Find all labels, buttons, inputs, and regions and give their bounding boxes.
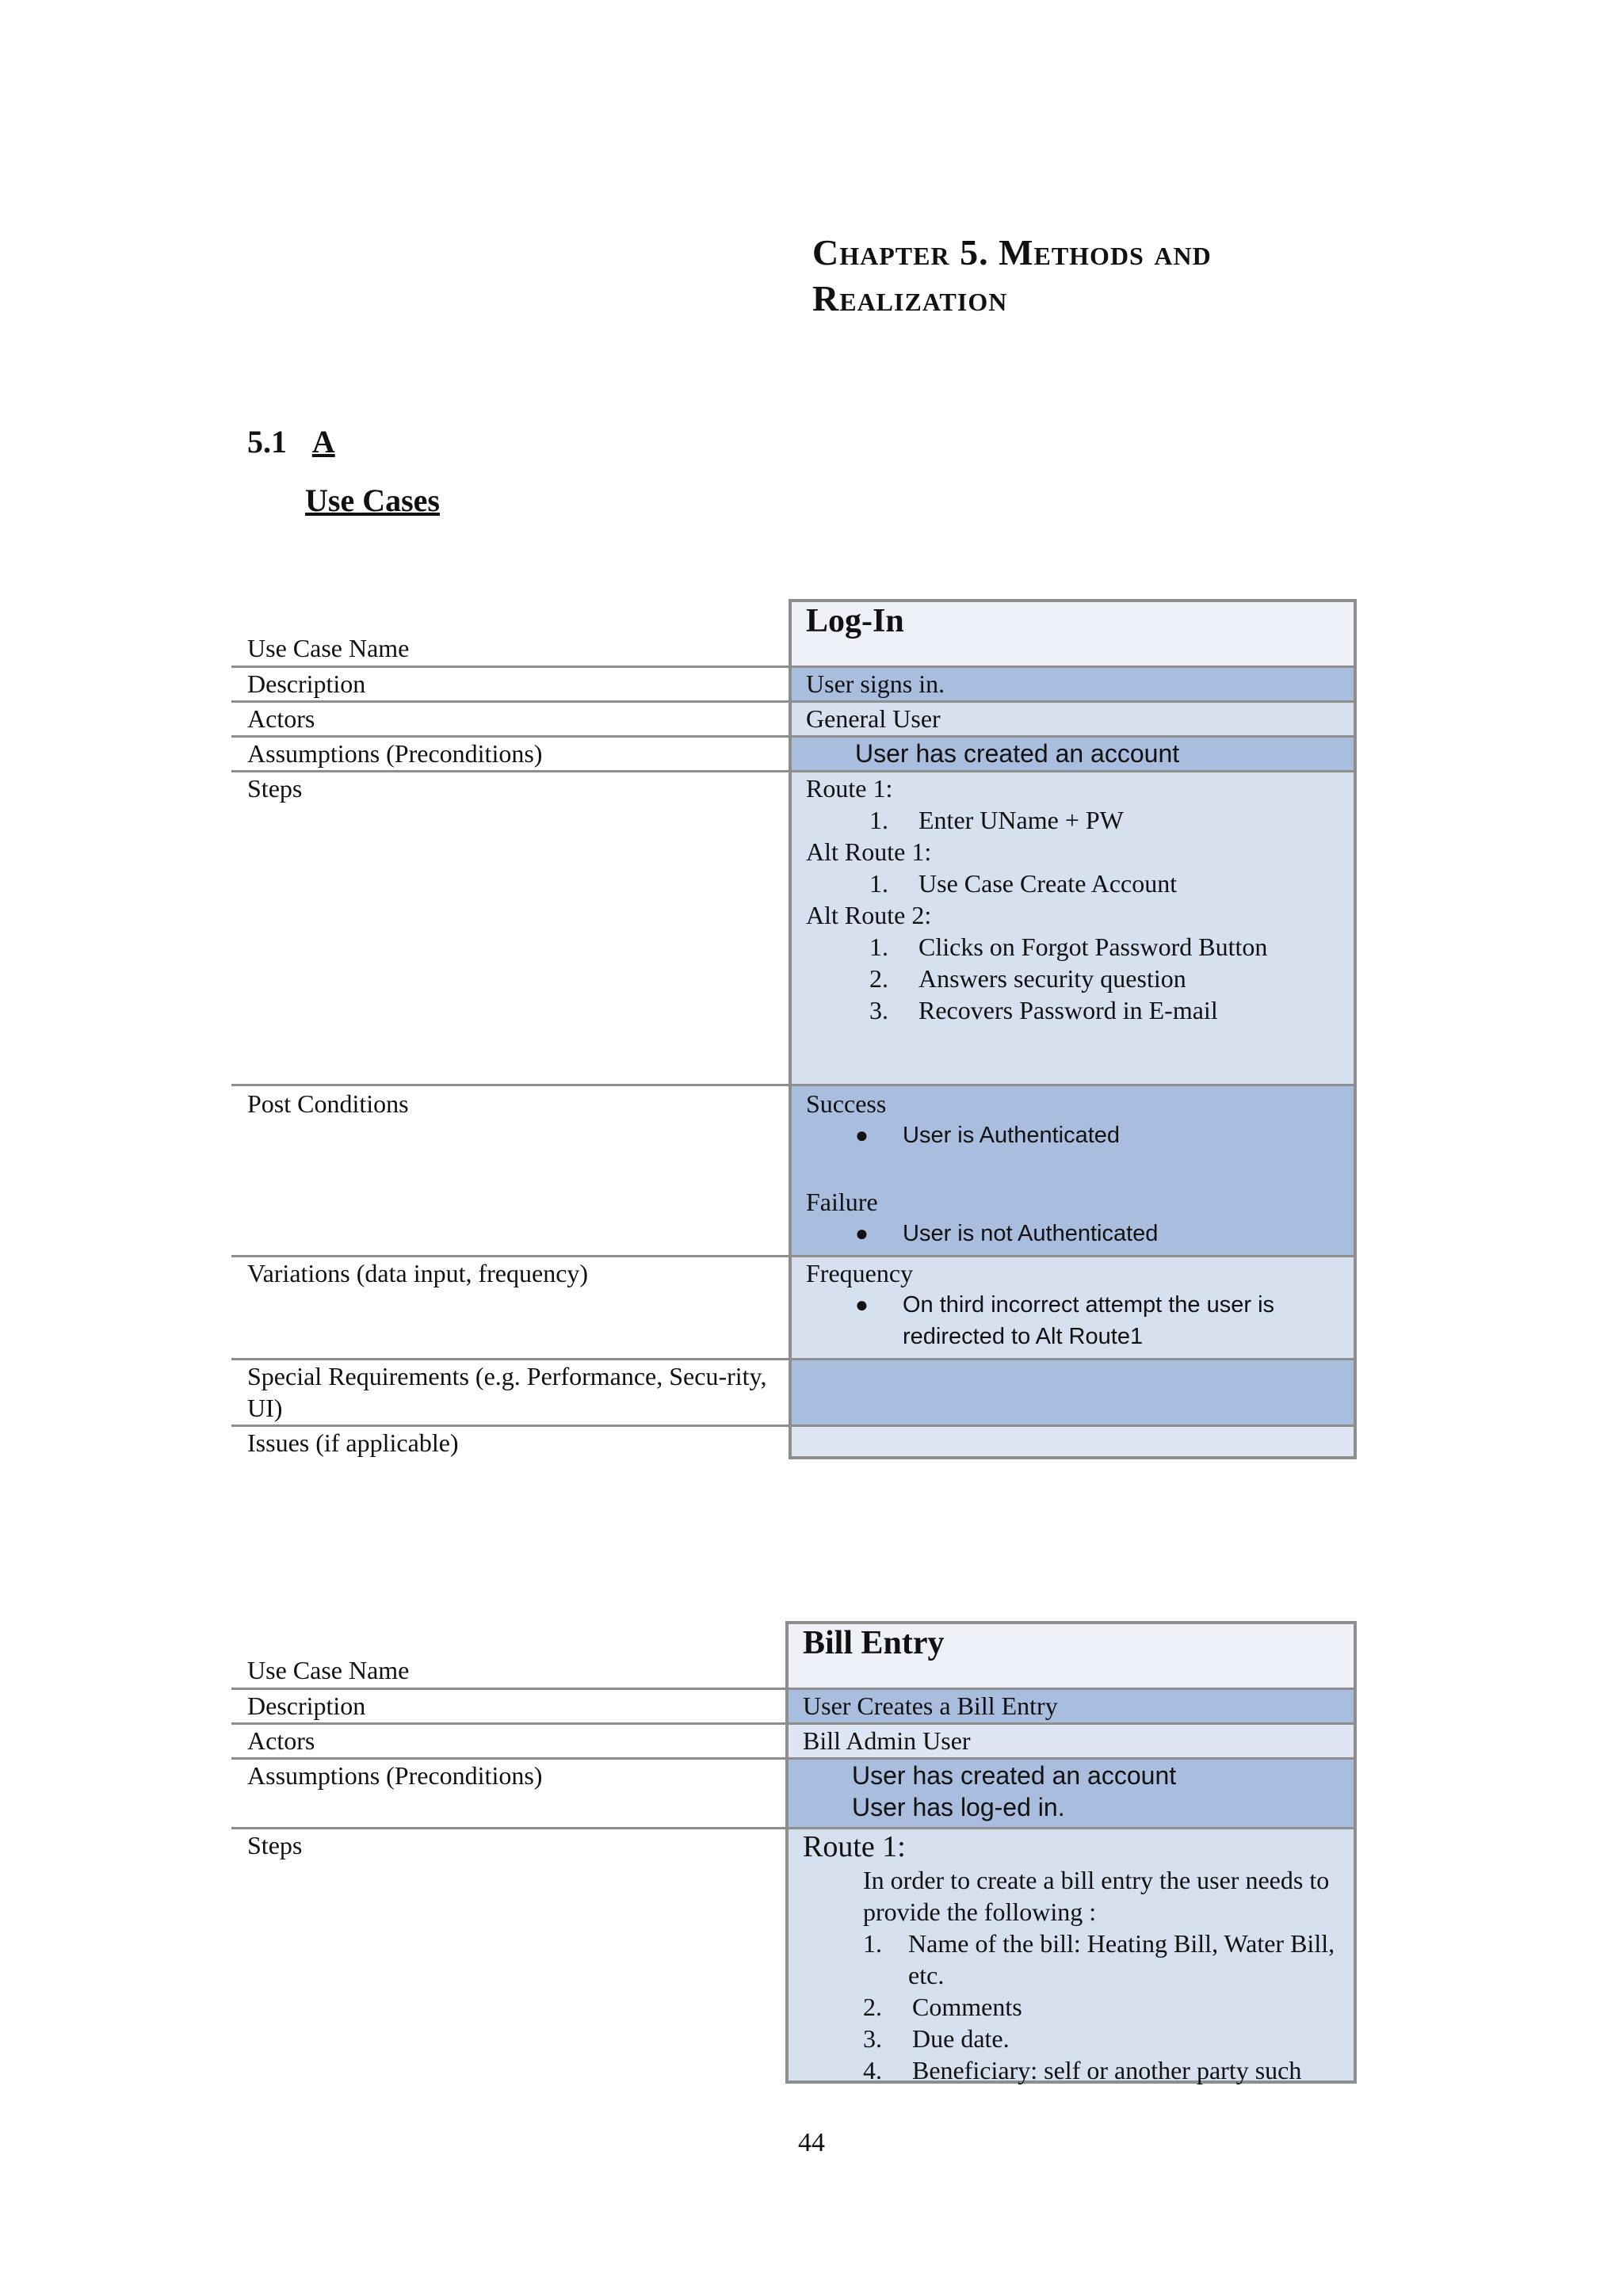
variations-value <box>789 1255 1357 1358</box>
table-row <box>231 1084 1357 1255</box>
table-row <box>231 1621 1357 1688</box>
subsection-title: Use Cases <box>305 482 440 518</box>
description-value: User Creates a Bill Entry <box>785 1688 1357 1722</box>
steps-value <box>785 1827 1357 2084</box>
list-item: 1. Enter UName + PW <box>869 806 1124 834</box>
success-label: Success <box>806 1089 887 1118</box>
list-item: 4. Beneficiary: self or another party such <box>863 2056 1302 2084</box>
row-label: Steps <box>231 770 789 1084</box>
use-case-name: Log-In <box>789 599 1357 666</box>
row-label: Description <box>231 1688 785 1722</box>
table-row <box>231 1757 1357 1827</box>
use-case-table-bill-entry <box>231 1621 1357 2084</box>
list-item: 1. Name of the bill: Heating Bill, Water Bill, etc. <box>863 1929 1335 1989</box>
route-label: Alt Route 2: <box>806 901 932 929</box>
list-item: ● User is Authenticated <box>855 1123 1121 1148</box>
table-row <box>231 1722 1357 1757</box>
route-label: Route 1: <box>803 1830 906 1863</box>
chapter-title <box>812 230 1367 322</box>
list-item: User has created an account <box>852 1761 1177 1790</box>
assumptions-value <box>785 1757 1357 1827</box>
row-label: Special Requirements (e.g. Performance, Secu-rity, UI) <box>231 1358 789 1425</box>
list-item: 2. Comments <box>863 1993 1022 2021</box>
row-label: Use Case Name <box>247 634 410 662</box>
list-item: 1. Clicks on Forgot Password Button <box>869 933 1268 961</box>
list-item: ● User is not Authenticated <box>855 1221 1159 1246</box>
table-row <box>231 1255 1357 1358</box>
special-requirements-value <box>789 1358 1357 1425</box>
list-item: 3. Recovers Password in E-mail <box>869 996 1218 1024</box>
row-label: Description <box>231 666 789 700</box>
row-label: Variations (data input, frequency) <box>231 1255 789 1358</box>
row-label: Assumptions (Preconditions) <box>231 1757 785 1827</box>
actors-value: Bill Admin User <box>785 1722 1357 1757</box>
chapter-title-line1: Chapter 5. Methods and <box>812 232 1212 273</box>
section-number: 5.1 <box>247 424 287 460</box>
description-value: User signs in. <box>789 666 1357 700</box>
row-label: Actors <box>231 700 789 735</box>
route-label: Route 1: <box>806 774 893 803</box>
list-item: ● On third incorrect attempt the user is redirected to Alt Route1 <box>855 1292 1275 1349</box>
table-row <box>231 1425 1357 1459</box>
table-row <box>231 1688 1357 1722</box>
table-row <box>231 700 1357 735</box>
row-label: Issues (if applicable) <box>231 1425 789 1459</box>
failure-label: Failure <box>806 1188 878 1216</box>
row-label: Use Case Name <box>247 1656 410 1684</box>
row-label: Actors <box>231 1722 785 1757</box>
page-number: 44 <box>798 2128 825 2157</box>
actors-value: General User <box>789 700 1357 735</box>
section-title: A <box>311 424 335 460</box>
route-label: Alt Route 1: <box>806 837 932 866</box>
section-heading <box>247 423 335 460</box>
frequency-label: Frequency <box>806 1259 914 1287</box>
table-row <box>231 1358 1357 1425</box>
issues-value <box>789 1425 1357 1459</box>
row-label: Steps <box>231 1827 785 2084</box>
chapter-title-line2: Realization <box>812 278 1008 318</box>
row-label: Post Conditions <box>231 1084 789 1255</box>
use-case-table-login <box>231 599 1357 1459</box>
list-item: 1. Use Case Create Account <box>869 869 1178 898</box>
table-row <box>231 599 1357 666</box>
list-item: 2. Answers security question <box>869 964 1186 993</box>
table-row <box>231 1827 1357 2084</box>
assumption-value: User has created an account <box>789 735 1357 770</box>
table-row <box>231 735 1357 770</box>
steps-value <box>789 770 1357 1084</box>
post-conditions-value <box>789 1084 1357 1255</box>
table-row <box>231 666 1357 700</box>
row-label: Assumptions (Preconditions) <box>231 735 789 770</box>
steps-intro: In order to create a bill entry the user needs to provide the following : <box>863 1866 1330 1926</box>
table-row <box>231 770 1357 1084</box>
use-case-name: Bill Entry <box>785 1621 1357 1688</box>
list-item: 3. Due date. <box>863 2024 1010 2053</box>
list-item: User has log-ed in. <box>852 1793 1065 1821</box>
